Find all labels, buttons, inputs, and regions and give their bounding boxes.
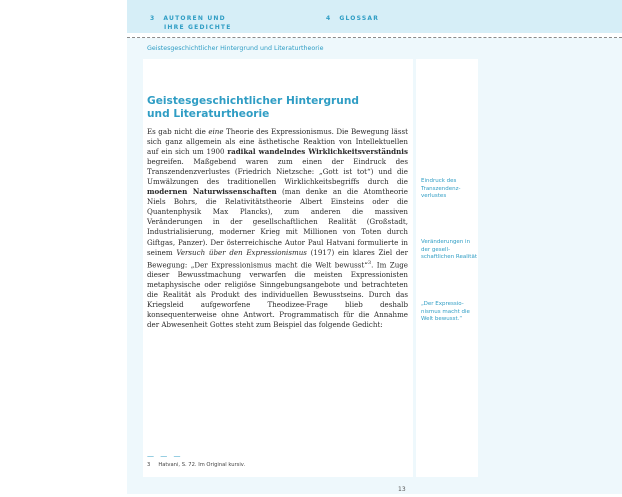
footnote	[147, 462, 245, 468]
chapter-number: 3	[150, 15, 156, 22]
footnote-marker[interactable]: 3	[367, 259, 372, 266]
margin-note: Eindruck des Transzendenz-verlustes	[421, 178, 461, 199]
body-text-run: begreifen. Maßgebend waren zum einen der Eindruck des Transzendenzverlustes (Friedrich Nietzsche: „Gott ist tot“) und die Umwälzungen des traditionellen Wirklichkeitsbegriffs durch die	[147, 157, 408, 187]
chapter-title-line1: AUTOREN UND	[163, 15, 226, 22]
margin-note: Veränderungen in der gesell-schaftlichen Realität	[421, 239, 477, 260]
body-text-run: . Im Zuge dieser Bewusstmachung verwarfen die meisten Expressionisten metaphysische oder religiöse Sinngebungsangebote und betrachteten die Realität als Produkt des individuellen Bewusstseins. Durch das Kriegsleid aufgeworfene Theodizee-Frage blieb deshalb konsequenterweise ohne Antwort. Programmatisch für die Annahme der Abwesenheit Gottes steht zum Beispiel das folgende Gedicht:	[147, 259, 408, 330]
section-title	[147, 95, 407, 120]
section-title-line1: Geistesgeschichtlicher Hintergrund	[147, 95, 359, 107]
body-text-bold: modernen Naturwissenschaften	[147, 187, 277, 197]
margin-column	[416, 59, 478, 477]
body-text-italic: eine	[208, 127, 224, 136]
footnote-text: Hatvani, S. 72. Im Original kursiv.	[158, 462, 246, 468]
footnote-rule: — — —	[147, 452, 183, 460]
body-text-italic: Versuch über den Expressionismus	[176, 247, 307, 257]
chapter-title: GLOSSAR	[339, 15, 380, 22]
margin-note: „Der Expressio-nismus macht die Welt bewusst.“	[421, 301, 470, 322]
body-text-run: Theorie des Expressionismus. Die Bewegung lässt sich ganz allgemein als eine ästhetische Reaktion von Intellektuellen auf ein sich um 1900	[147, 127, 408, 157]
section-title-line2: und Literaturtheorie	[147, 107, 270, 120]
body-text-run: (man denke an die Atomtheorie Niels Bohrs, die Relativitätstheorie Albert Einsteins oder die Quantenphysik Max Plancks), zum anderen die massiven Veränderungen in der gesellschaftlichen Realität (Großstadt, Industrialisierung, moderner Krieg mit Millionen von Toten durch Giftgas, Panzer). Der österreichische Autor Paul Hatvani formulierte in seinem	[147, 187, 408, 257]
body-paragraph	[147, 127, 408, 330]
body-text-run: Es gab nicht die	[147, 127, 209, 136]
chapter-title-line2: IHRE GEDICHTE	[164, 24, 232, 31]
body-text-run: (1917) ein klares Ziel der Bewegung: „Der Expressionismus macht die Welt bewusst“	[147, 247, 409, 269]
chapter-tab-authors[interactable]	[150, 14, 280, 32]
footnote-number: 3	[147, 462, 151, 468]
page-number: 13	[398, 486, 406, 493]
body-text-bold: radikal wandelndes Wirklichkeitsverständnis	[227, 147, 408, 157]
chapter-tab-glossary[interactable]	[326, 14, 426, 23]
chapter-number: 4	[326, 15, 332, 22]
breadcrumb: Geistesgeschichtlicher Hintergrund und Literaturtheorie	[147, 45, 324, 52]
